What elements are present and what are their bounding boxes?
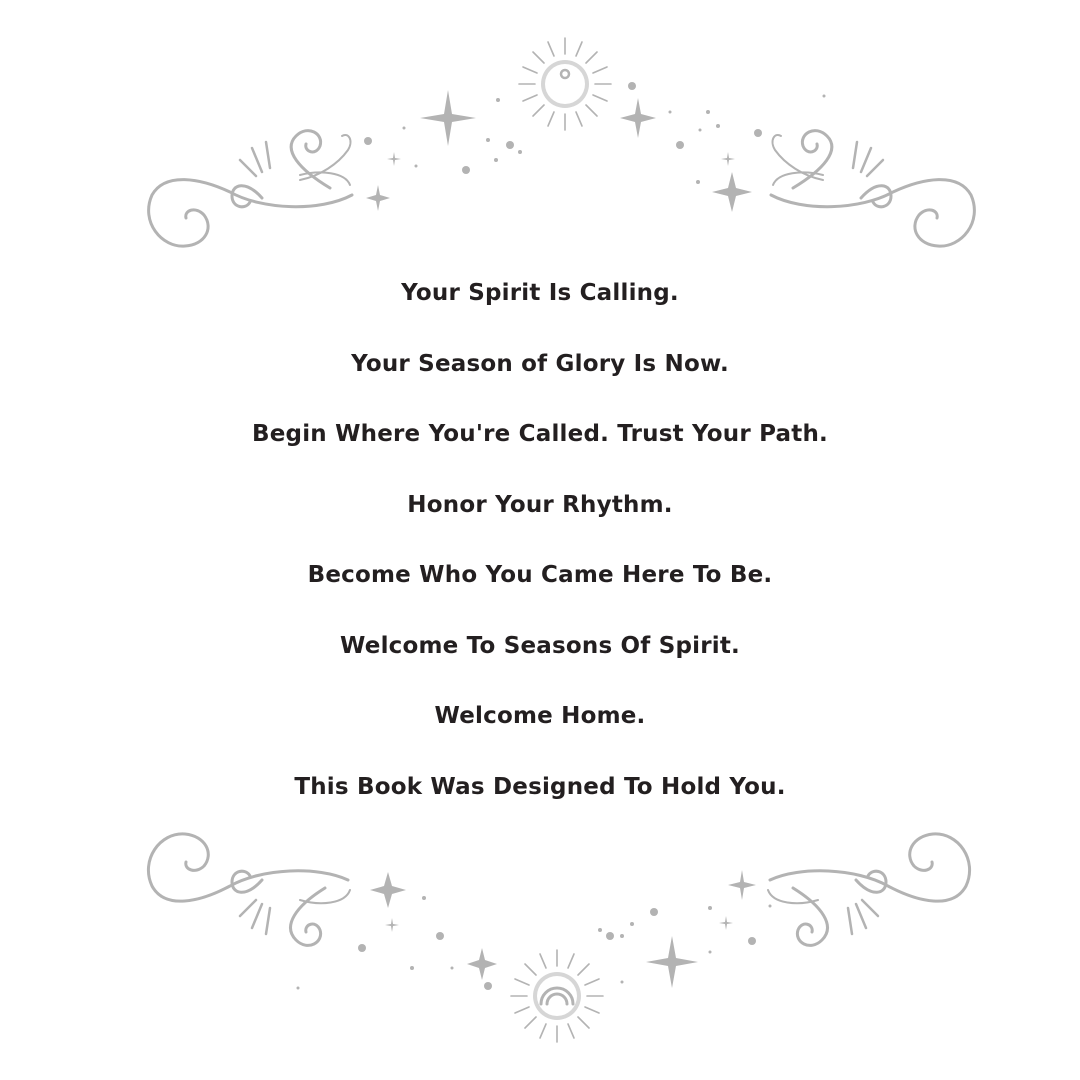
verse-line-8: This Book Was Designed To Hold You. (294, 773, 786, 800)
verse-line-4: Honor Your Rhythm. (407, 491, 673, 518)
rising-sun-icon (511, 950, 603, 1042)
bottom-ornament (0, 810, 1080, 1080)
welcome-verses (0, 272, 1080, 836)
right-swirl-flourish-icon (768, 834, 970, 946)
verse-line-6: Welcome To Seasons Of Spirit. (340, 632, 740, 659)
verse-line-3: Begin Where You're Called. Trust Your Path. (252, 421, 828, 447)
sparkle-stars-top (364, 82, 826, 212)
top-ornament (0, 0, 1080, 270)
verse-line-2: Your Season of Glory Is Now. (351, 350, 729, 377)
verse-line-1: Your Spirit Is Calling. (401, 280, 679, 306)
verse-line-5: Become Who You Came Here To Be. (307, 562, 773, 588)
left-swirl-flourish-icon (149, 131, 352, 247)
left-swirl-flourish-icon (148, 834, 350, 946)
right-swirl-flourish-icon (771, 131, 974, 247)
sun-crescent-moon-icon (519, 38, 611, 130)
verse-line-7: Welcome Home. (434, 703, 646, 729)
